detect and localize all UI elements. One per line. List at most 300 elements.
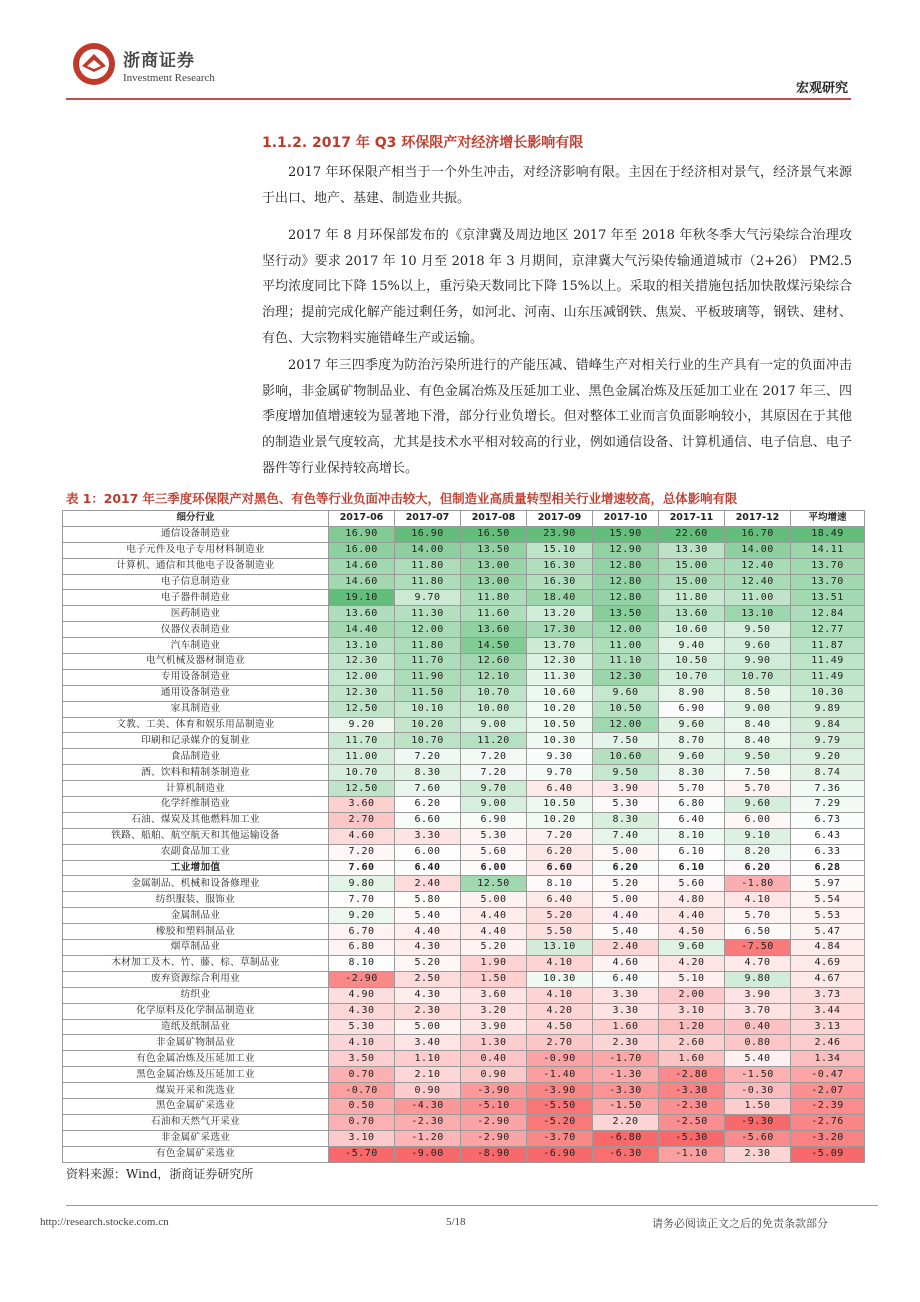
growth-value-cell: 5.30 (461, 828, 527, 844)
growth-value-cell: 0.90 (395, 1083, 461, 1099)
growth-value-cell: 9.30 (527, 749, 593, 765)
growth-value-cell: 4.20 (527, 1003, 593, 1019)
growth-value-cell: 7.20 (329, 844, 395, 860)
table-row (63, 876, 865, 892)
industry-name-cell: 废弃资源综合利用业 (63, 971, 329, 987)
growth-value-cell: 6.20 (593, 860, 659, 876)
growth-value-cell: 10.50 (659, 654, 725, 670)
growth-value-cell: 5.20 (461, 940, 527, 956)
growth-value-cell: 13.51 (791, 590, 865, 606)
growth-value-cell: 5.30 (329, 1019, 395, 1035)
growth-value-cell: -5.10 (461, 1098, 527, 1114)
growth-value-cell: 6.20 (725, 860, 791, 876)
growth-value-cell: 10.10 (395, 701, 461, 717)
growth-value-cell: 7.50 (593, 733, 659, 749)
growth-value-cell: 9.70 (461, 781, 527, 797)
header-divider (66, 98, 851, 100)
growth-value-cell: 8.70 (659, 733, 725, 749)
growth-value-cell: 11.80 (395, 558, 461, 574)
growth-value-cell: 15.00 (659, 574, 725, 590)
growth-value-cell: 8.30 (659, 765, 725, 781)
growth-value-cell: 6.50 (725, 924, 791, 940)
growth-value-cell: 2.46 (791, 1035, 865, 1051)
growth-value-cell: -3.30 (659, 1083, 725, 1099)
growth-value-cell: -9.00 (395, 1146, 461, 1162)
growth-value-cell: 4.69 (791, 955, 865, 971)
table-row (63, 1146, 865, 1162)
growth-value-cell: 3.60 (461, 987, 527, 1003)
growth-value-cell: 16.50 (461, 526, 527, 542)
table-row (63, 987, 865, 1003)
growth-value-cell: -7.50 (725, 940, 791, 956)
growth-value-cell: 18.40 (527, 590, 593, 606)
growth-value-cell: 2.20 (593, 1114, 659, 1130)
brand-name-cn: 浙商证券 (123, 51, 195, 71)
industry-name-cell: 化学纤维制造业 (63, 797, 329, 813)
growth-value-cell: 8.20 (725, 844, 791, 860)
growth-value-cell: 4.10 (725, 892, 791, 908)
growth-value-cell: 12.80 (593, 558, 659, 574)
section-heading: 1.1.2. 2017 年 Q3 环保限产对经济增长影响有限 (262, 135, 584, 151)
growth-value-cell: -1.50 (725, 1067, 791, 1083)
table-header-cell: 2017-07 (395, 511, 461, 527)
growth-value-cell: 5.54 (791, 892, 865, 908)
growth-value-cell: 14.60 (329, 558, 395, 574)
growth-value-cell: 3.10 (329, 1130, 395, 1146)
growth-value-cell: 4.20 (659, 955, 725, 971)
table-row (63, 781, 865, 797)
growth-value-cell: -1.40 (527, 1067, 593, 1083)
growth-value-cell: 5.40 (395, 908, 461, 924)
growth-value-cell: 12.30 (527, 654, 593, 670)
growth-value-cell: 11.80 (659, 590, 725, 606)
table-row (63, 1019, 865, 1035)
growth-value-cell: 11.80 (395, 574, 461, 590)
growth-value-cell: 3.40 (395, 1035, 461, 1051)
growth-value-cell: 4.40 (461, 924, 527, 940)
growth-value-cell: 8.50 (725, 685, 791, 701)
table-row (63, 765, 865, 781)
growth-value-cell: 14.11 (791, 542, 865, 558)
growth-value-cell: 7.20 (461, 749, 527, 765)
growth-value-cell: 5.00 (593, 892, 659, 908)
growth-value-cell: 2.00 (659, 987, 725, 1003)
industry-name-cell: 电子器件制造业 (63, 590, 329, 606)
growth-value-cell: 9.10 (725, 828, 791, 844)
growth-value-cell: 1.30 (461, 1035, 527, 1051)
industry-name-cell: 金属制品、机械和设备修理业 (63, 876, 329, 892)
growth-value-cell: -6.90 (527, 1146, 593, 1162)
growth-value-cell: 6.90 (659, 701, 725, 717)
growth-value-cell: 1.20 (659, 1019, 725, 1035)
growth-value-cell: 0.70 (329, 1114, 395, 1130)
table-row (63, 1003, 865, 1019)
growth-value-cell: -3.90 (461, 1083, 527, 1099)
growth-value-cell: 9.60 (659, 749, 725, 765)
growth-value-cell: 10.20 (527, 812, 593, 828)
growth-value-cell: 0.40 (725, 1019, 791, 1035)
growth-value-cell: 6.80 (659, 797, 725, 813)
growth-value-cell: 5.10 (659, 971, 725, 987)
growth-value-cell: 6.60 (527, 860, 593, 876)
growth-value-cell: 6.33 (791, 844, 865, 860)
industry-name-cell: 纺织服装、服饰业 (63, 892, 329, 908)
growth-value-cell: 14.50 (461, 638, 527, 654)
growth-value-cell: 2.30 (593, 1035, 659, 1051)
growth-value-cell: 12.84 (791, 606, 865, 622)
growth-value-cell: 11.80 (461, 590, 527, 606)
growth-value-cell: -5.09 (791, 1146, 865, 1162)
growth-value-cell: -6.30 (593, 1146, 659, 1162)
industry-name-cell: 电子信息制造业 (63, 574, 329, 590)
table-row (63, 828, 865, 844)
industry-name-cell: 酒、饮料和精制茶制造业 (63, 765, 329, 781)
growth-value-cell: 4.60 (593, 955, 659, 971)
growth-value-cell: 10.70 (659, 669, 725, 685)
industry-name-cell: 纺织业 (63, 987, 329, 1003)
growth-value-cell: 5.53 (791, 908, 865, 924)
growth-value-cell: -6.80 (593, 1130, 659, 1146)
growth-value-cell: -1.50 (593, 1098, 659, 1114)
industry-name-cell: 汽车制造业 (63, 638, 329, 654)
paragraph-3-text: 2017 年三四季度为防治污染所进行的产能压减、错峰生产对相关行业的生产具有一定的负面冲击影响，非金属矿物制品业、有色金属冶炼及压延加工业、黑色金属冶炼及压延加工业在 2017 年三、四季度增加值增速较为显著地下滑，部分行业负增长。但对整体工业而言负面影响较小，其原因在于其他的制造业景气度较高，尤其是技术水平相对较高的行业，例如通信设备、计算机通信、电子信息、电子器件等行业保持较高增长。 (262, 358, 852, 476)
growth-value-cell: 4.30 (395, 987, 461, 1003)
industry-name-cell: 非金属矿采选业 (63, 1130, 329, 1146)
growth-value-cell: 11.00 (329, 749, 395, 765)
growth-value-cell: 23.90 (527, 526, 593, 542)
industry-name-cell: 电子元件及电子专用材料制造业 (63, 542, 329, 558)
growth-value-cell: 3.90 (725, 987, 791, 1003)
growth-value-cell: 9.70 (395, 590, 461, 606)
growth-value-cell: 2.40 (593, 940, 659, 956)
growth-value-cell: 9.80 (725, 971, 791, 987)
industry-name-cell: 有色金属矿采选业 (63, 1146, 329, 1162)
growth-value-cell: 15.00 (659, 558, 725, 574)
growth-value-cell: 4.10 (527, 987, 593, 1003)
growth-value-cell: 7.29 (791, 797, 865, 813)
growth-value-cell: 4.40 (395, 924, 461, 940)
table-row (63, 860, 865, 876)
growth-value-cell: 13.20 (527, 606, 593, 622)
growth-value-cell: 1.60 (659, 1051, 725, 1067)
table-row (63, 940, 865, 956)
growth-value-cell: 12.50 (329, 701, 395, 717)
growth-value-cell: 12.80 (593, 574, 659, 590)
table-row (63, 526, 865, 542)
growth-value-cell: 5.20 (527, 908, 593, 924)
growth-value-cell: 6.00 (725, 812, 791, 828)
growth-value-cell: 6.20 (527, 844, 593, 860)
growth-value-cell: 9.84 (791, 717, 865, 733)
growth-value-cell: -1.30 (593, 1067, 659, 1083)
growth-value-cell: 9.20 (329, 908, 395, 924)
growth-value-cell: 12.60 (461, 654, 527, 670)
table-row (63, 749, 865, 765)
industry-name-cell: 化学原料及化学制品制造业 (63, 1003, 329, 1019)
growth-value-cell: 5.20 (395, 955, 461, 971)
growth-value-cell: 10.70 (461, 685, 527, 701)
paragraph-2 (262, 223, 852, 352)
footer-url-link[interactable]: http://research.stocke.com.cn (40, 1216, 169, 1228)
growth-value-cell: 14.00 (725, 542, 791, 558)
growth-value-cell: 16.30 (527, 574, 593, 590)
growth-value-cell: 9.60 (659, 717, 725, 733)
growth-value-cell: -2.30 (659, 1098, 725, 1114)
growth-value-cell: 7.60 (329, 860, 395, 876)
growth-value-cell: 13.00 (461, 574, 527, 590)
growth-value-cell: 5.80 (395, 892, 461, 908)
growth-value-cell: 9.79 (791, 733, 865, 749)
growth-value-cell: 7.36 (791, 781, 865, 797)
growth-value-cell: 9.60 (725, 638, 791, 654)
growth-value-cell: 9.40 (659, 638, 725, 654)
growth-value-cell: -2.30 (395, 1114, 461, 1130)
growth-value-cell: 3.30 (593, 1003, 659, 1019)
growth-value-cell: 12.80 (593, 590, 659, 606)
growth-value-cell: 10.20 (395, 717, 461, 733)
growth-value-cell: 10.60 (659, 622, 725, 638)
growth-value-cell: 11.00 (593, 638, 659, 654)
growth-value-cell: 10.30 (527, 971, 593, 987)
growth-value-cell: 1.34 (791, 1051, 865, 1067)
growth-value-cell: -2.90 (461, 1130, 527, 1146)
growth-value-cell: 6.80 (329, 940, 395, 956)
table-row (63, 1098, 865, 1114)
growth-value-cell: 10.60 (593, 749, 659, 765)
growth-value-cell: 2.50 (395, 971, 461, 987)
table-header-cell: 2017-09 (527, 511, 593, 527)
industry-name-cell: 通信设备制造业 (63, 526, 329, 542)
growth-value-cell: 2.40 (395, 876, 461, 892)
growth-value-cell: 11.60 (461, 606, 527, 622)
growth-value-cell: 22.60 (659, 526, 725, 542)
industry-name-cell: 黑色金属矿采选业 (63, 1098, 329, 1114)
brand-name-en: Investment Research (123, 72, 215, 84)
growth-value-cell: 12.90 (593, 542, 659, 558)
industry-name-cell: 医药制造业 (63, 606, 329, 622)
growth-value-cell: 16.70 (725, 526, 791, 542)
growth-value-cell: 3.90 (593, 781, 659, 797)
table-row (63, 685, 865, 701)
industry-name-cell: 石油、煤炭及其他燃料加工业 (63, 812, 329, 828)
industry-name-cell: 煤炭开采和洗选业 (63, 1083, 329, 1099)
growth-value-cell: 14.60 (329, 574, 395, 590)
table-row (63, 717, 865, 733)
growth-value-cell: 4.90 (329, 987, 395, 1003)
growth-value-cell: 4.50 (527, 1019, 593, 1035)
growth-value-cell: 1.60 (593, 1019, 659, 1035)
growth-value-cell: 11.49 (791, 654, 865, 670)
growth-value-cell: 4.40 (593, 908, 659, 924)
growth-value-cell: 9.50 (593, 765, 659, 781)
growth-value-cell: 13.50 (593, 606, 659, 622)
growth-value-cell: 5.00 (395, 1019, 461, 1035)
growth-value-cell: 12.00 (395, 622, 461, 638)
table-row (63, 590, 865, 606)
growth-value-cell: 4.67 (791, 971, 865, 987)
growth-value-cell: -2.90 (329, 971, 395, 987)
growth-value-cell: -2.50 (659, 1114, 725, 1130)
table-header-cell: 细分行业 (63, 511, 329, 527)
growth-value-cell: 12.50 (329, 781, 395, 797)
table-row (63, 1114, 865, 1130)
growth-value-cell: 2.70 (527, 1035, 593, 1051)
growth-value-cell: 2.10 (395, 1067, 461, 1083)
growth-value-cell: 8.90 (659, 685, 725, 701)
growth-value-cell: -0.30 (725, 1083, 791, 1099)
growth-value-cell: 11.87 (791, 638, 865, 654)
growth-value-cell: 6.60 (395, 812, 461, 828)
growth-value-cell: -1.10 (659, 1146, 725, 1162)
growth-value-cell: 11.20 (461, 733, 527, 749)
table-row (63, 558, 865, 574)
industry-name-cell: 文教、工美、体育和娱乐用品制造业 (63, 717, 329, 733)
growth-value-cell: 5.70 (725, 908, 791, 924)
growth-value-cell: 12.30 (593, 669, 659, 685)
growth-value-cell: 9.70 (527, 765, 593, 781)
industry-name-cell: 农副食品加工业 (63, 844, 329, 860)
growth-value-cell: 4.50 (659, 924, 725, 940)
growth-value-cell: 12.40 (725, 574, 791, 590)
growth-value-cell: 7.70 (329, 892, 395, 908)
growth-value-cell: 1.50 (725, 1098, 791, 1114)
growth-value-cell: 9.89 (791, 701, 865, 717)
growth-value-cell: 9.20 (791, 749, 865, 765)
growth-value-cell: 12.40 (725, 558, 791, 574)
growth-value-cell: -0.90 (527, 1051, 593, 1067)
growth-value-cell: 5.40 (725, 1051, 791, 1067)
growth-value-cell: 1.50 (461, 971, 527, 987)
table-row (63, 638, 865, 654)
growth-value-cell: -1.80 (725, 876, 791, 892)
growth-value-cell: 11.50 (395, 685, 461, 701)
growth-value-cell: 9.60 (725, 797, 791, 813)
table-row (63, 542, 865, 558)
growth-value-cell: 0.90 (461, 1067, 527, 1083)
growth-value-cell: 14.00 (395, 542, 461, 558)
industry-name-cell: 计算机、通信和其他电子设备制造业 (63, 558, 329, 574)
growth-value-cell: 19.10 (329, 590, 395, 606)
growth-value-cell: 10.70 (329, 765, 395, 781)
growth-value-cell: 4.30 (395, 940, 461, 956)
source-note: 资料来源：Wind，浙商证券研究所 (66, 1167, 254, 1181)
growth-value-cell: 4.10 (527, 955, 593, 971)
growth-value-cell: 5.60 (659, 876, 725, 892)
growth-value-cell: 11.70 (329, 733, 395, 749)
table-header-cell: 平均增速 (791, 511, 865, 527)
table-row (63, 812, 865, 828)
industry-name-cell: 仪器仪表制造业 (63, 622, 329, 638)
growth-value-cell: 5.50 (527, 924, 593, 940)
growth-value-cell: 12.77 (791, 622, 865, 638)
growth-value-cell: 13.60 (659, 606, 725, 622)
table-row (63, 924, 865, 940)
growth-value-cell: 9.60 (659, 940, 725, 956)
growth-value-cell: 10.70 (395, 733, 461, 749)
growth-value-cell: 5.00 (461, 892, 527, 908)
growth-value-cell: 18.49 (791, 526, 865, 542)
industry-name-cell: 家具制造业 (63, 701, 329, 717)
growth-value-cell: 12.00 (593, 717, 659, 733)
table-header-cell: 2017-08 (461, 511, 527, 527)
growth-value-cell: 3.20 (461, 1003, 527, 1019)
growth-value-cell: 17.30 (527, 622, 593, 638)
growth-value-cell: 13.60 (461, 622, 527, 638)
growth-value-cell: 9.50 (725, 622, 791, 638)
growth-value-cell: -4.30 (395, 1098, 461, 1114)
growth-value-cell: 1.10 (395, 1051, 461, 1067)
growth-value-cell: 3.70 (725, 1003, 791, 1019)
table-row (63, 1067, 865, 1083)
growth-value-cell: 6.00 (461, 860, 527, 876)
industry-name-cell: 有色金属冶炼及压延加工业 (63, 1051, 329, 1067)
growth-value-cell: 15.10 (527, 542, 593, 558)
growth-value-cell: 6.40 (593, 971, 659, 987)
growth-value-cell: 0.40 (461, 1051, 527, 1067)
growth-value-cell: 14.40 (329, 622, 395, 638)
growth-value-cell: 6.40 (527, 781, 593, 797)
table-row (63, 654, 865, 670)
growth-value-cell: 10.00 (461, 701, 527, 717)
growth-value-cell: 13.70 (791, 558, 865, 574)
growth-value-cell: -2.39 (791, 1098, 865, 1114)
table-header-cell: 2017-11 (659, 511, 725, 527)
growth-value-cell: 6.00 (395, 844, 461, 860)
table-row (63, 669, 865, 685)
growth-value-cell: 6.70 (329, 924, 395, 940)
growth-value-cell: -1.20 (395, 1130, 461, 1146)
table-title: 表 1：2017 年三季度环保限产对黑色、有色等行业负面冲击较大，但制造业高质量转型相关行业增速较高，总体影响有限 (66, 491, 738, 506)
growth-value-cell: -2.07 (791, 1083, 865, 1099)
table-header-cell: 2017-12 (725, 511, 791, 527)
growth-value-cell: -2.76 (791, 1114, 865, 1130)
growth-value-cell: -3.90 (527, 1083, 593, 1099)
paragraph-1-text: 2017 年环保限产相当于一个外生冲击，对经济影响有限。主因在于经济相对景气，经济景气来源于出口、地产、基建、制造业共振。 (262, 165, 852, 206)
growth-value-cell: 6.10 (659, 860, 725, 876)
growth-value-cell: 12.10 (461, 669, 527, 685)
growth-value-cell: 0.80 (725, 1035, 791, 1051)
growth-value-cell: 3.90 (461, 1019, 527, 1035)
growth-value-cell: 11.80 (395, 638, 461, 654)
table-row (63, 733, 865, 749)
growth-value-cell: 10.50 (527, 797, 593, 813)
growth-value-cell: 0.70 (329, 1067, 395, 1083)
growth-value-cell: 5.70 (659, 781, 725, 797)
industry-name-cell: 造纸及纸制品业 (63, 1019, 329, 1035)
growth-value-cell: 8.30 (593, 812, 659, 828)
growth-value-cell: 3.50 (329, 1051, 395, 1067)
industry-name-cell: 通用设备制造业 (63, 685, 329, 701)
table-row (63, 1130, 865, 1146)
growth-value-cell: 4.60 (329, 828, 395, 844)
growth-value-cell: 9.60 (593, 685, 659, 701)
growth-value-cell: 9.00 (461, 797, 527, 813)
growth-value-cell: 2.70 (329, 812, 395, 828)
growth-value-cell: 8.10 (329, 955, 395, 971)
paragraph-3 (262, 353, 852, 482)
growth-value-cell: 16.90 (395, 526, 461, 542)
company-logo-icon (72, 42, 116, 86)
industry-name-cell: 电气机械及器材制造业 (63, 654, 329, 670)
industry-name-cell: 橡胶和塑料制品业 (63, 924, 329, 940)
growth-value-cell: 5.00 (593, 844, 659, 860)
growth-value-cell: 13.30 (659, 542, 725, 558)
growth-value-cell: 5.47 (791, 924, 865, 940)
growth-value-cell: 3.13 (791, 1019, 865, 1035)
paragraph-1 (262, 160, 852, 211)
growth-value-cell: 3.60 (329, 797, 395, 813)
table-row (63, 1051, 865, 1067)
